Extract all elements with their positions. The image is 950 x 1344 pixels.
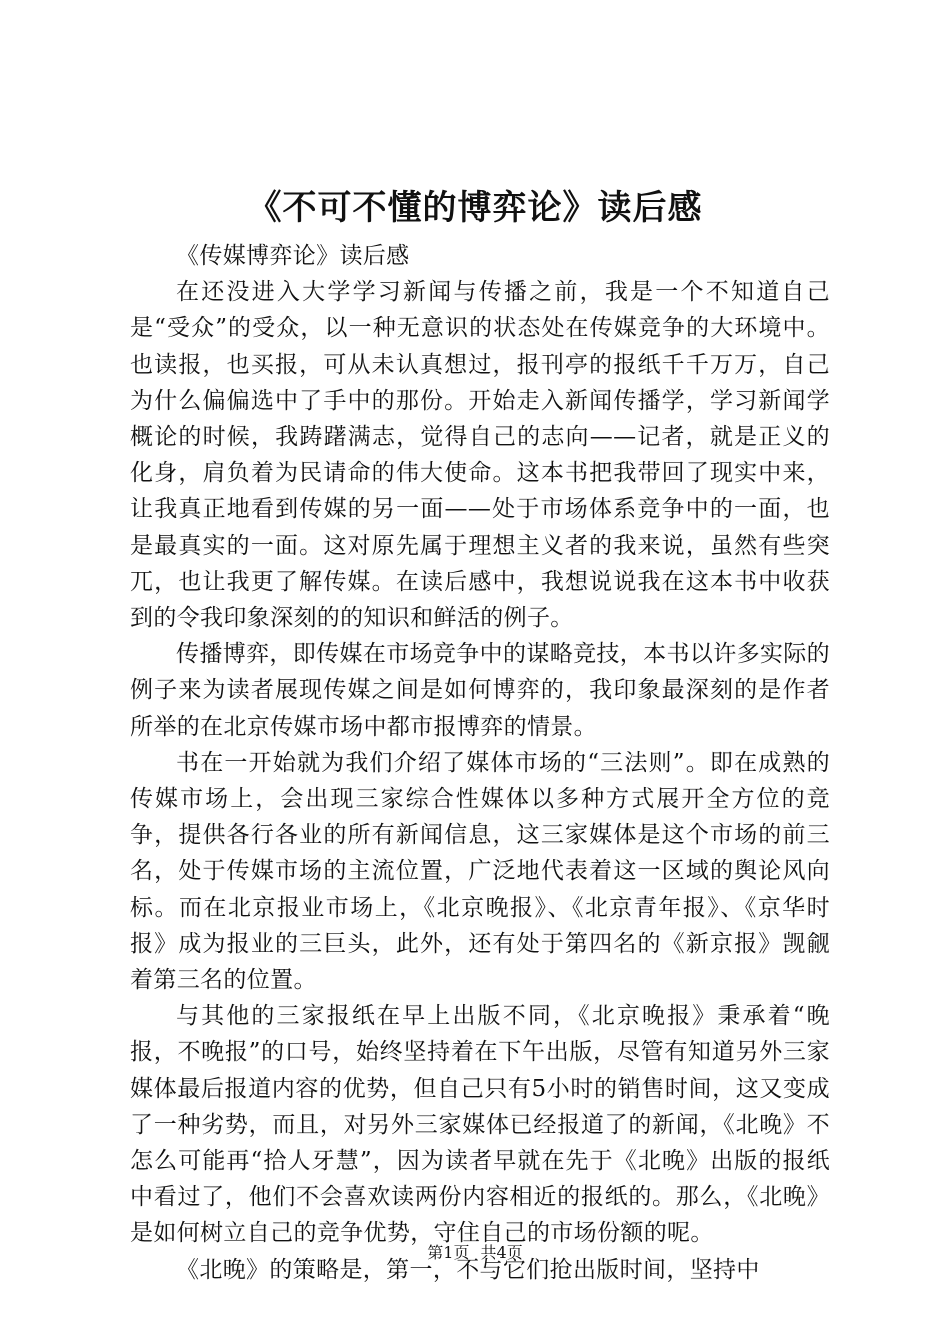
paragraph: 与其他的三家报纸在早上出版不同，《北京晚报》秉承着“晚报，不晚报”的口号，始终坚持着在下午出版，尽管有知道另外三家媒体最后报道内容的优势，但自己只有5小时的销售时间，这又变成了一种劣势，而且，对另外三家媒体已经报道了的新闻，《北晚》不怎么可能再“拾人牙慧”，因为读者早就在先于《北晚》出版的报纸中看过了，他们不会喜欢读两份内容相近的报纸的。那么，《北晚》是如何树立自己的竞争优势，守住自己的市场份额的呢。 bbox=[130, 1003, 830, 1247]
paragraph: 《北晚》的策略是，第一，不与它们抢出版时间，坚持中 bbox=[176, 1256, 760, 1283]
page-total: 共4页 bbox=[480, 1243, 523, 1262]
document-title: 《不可不懂的博弈论》读后感 bbox=[247, 188, 703, 228]
paragraph: 书在一开始就为我们介绍了媒体市场的“三法则”。即在成熟的传媒市场上，会出现三家综合性媒体以多种方式展开全方位的竞争，提供各行各业的所有新闻信息，这三家媒体是这个市场的前三名，处于传媒市场的主流位置，广泛地代表着这一区域的舆论风向标。而在北京报业市场上，《北京晚报》、《北京青年报》、《京华时报》成为报业的三巨头，此外，还有处于第四名的《新京报》觊觎着第三名的位置。 bbox=[130, 749, 830, 994]
paragraph: 传播博弈，即传媒在市场竞争中的谋略竞技，本书以许多实际的例子来为读者展现传媒之间是如何博弈的，我印象最深刻的是作者所举的在北京传媒市场中都市报博弈的情景。 bbox=[130, 641, 830, 740]
page-footer bbox=[0, 1242, 950, 1264]
document-body bbox=[130, 238, 830, 1288]
paragraph-subtitle: 《传媒博弈论》读后感 bbox=[176, 243, 410, 269]
page-number: 第1页 bbox=[427, 1243, 470, 1262]
paragraph: 在还没进入大学学习新闻与传播之前，我是一个不知道自己是“受众”的受众，以一种无意识的状态处在传媒竞争的大环境中。也读报，也买报，可从未认真想过，报刊亭的报纸千千万万，自己为什么偏偏选中了手中的那份。开始走入新闻传播学，学习新闻学概论的时候，我踌躇满志，觉得自己的志向——记者，就是正义的化身，肩负着为民请命的伟大使命。这本书把我带回了现实中来，让我真正地看到传媒的另一面——处于市场体系竞争中的一面，也是最真实的一面。这对原先属于理想主义者的我来说，虽然有些突兀，也让我更了解传媒。在读后感中，我想说说我在这本书中收获到的令我印象深刻的的知识和鲜活的例子。 bbox=[130, 279, 830, 632]
